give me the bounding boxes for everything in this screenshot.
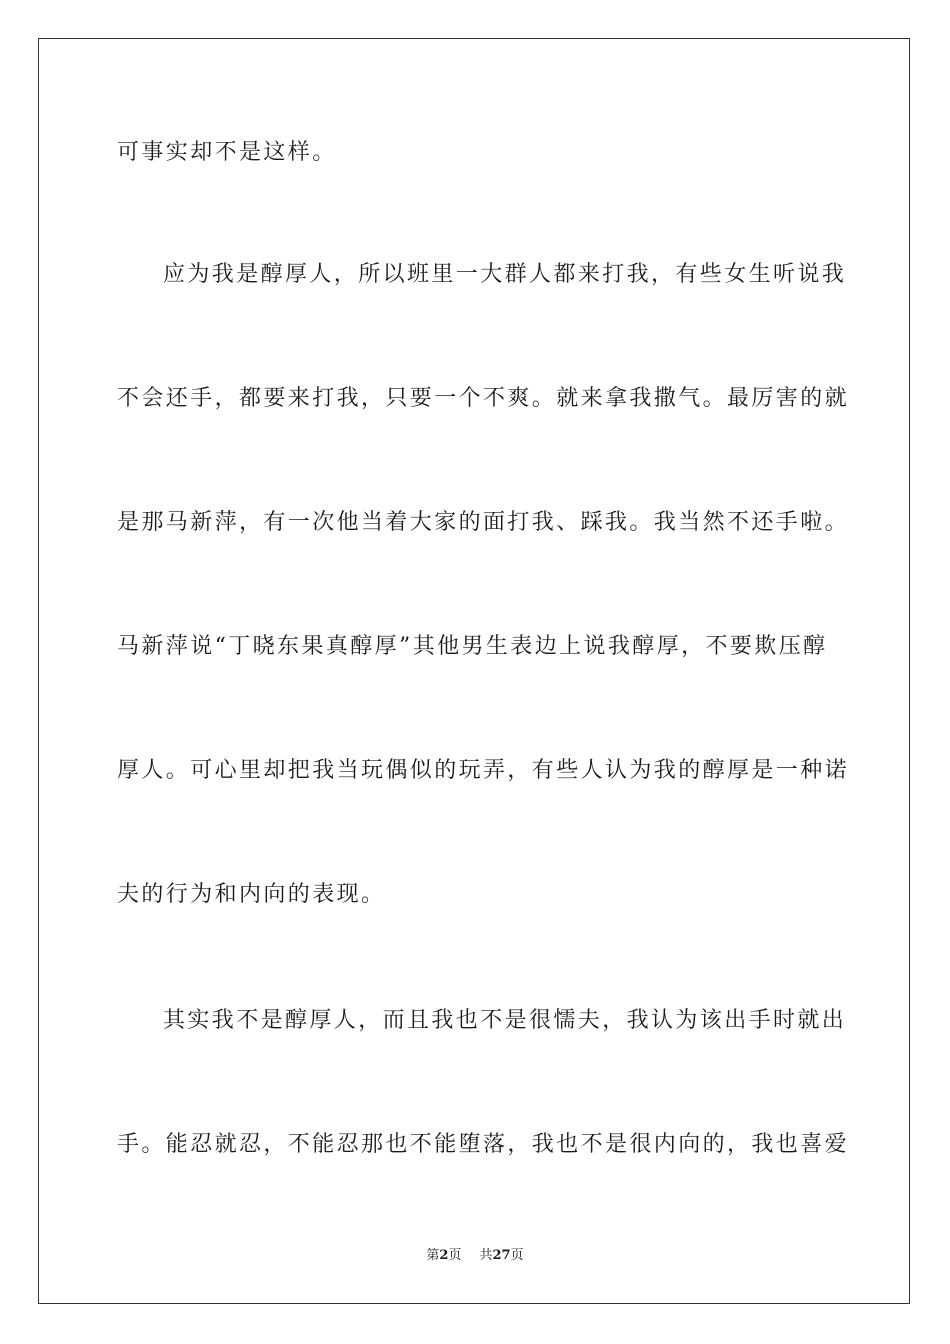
total-label-prefix: 共	[479, 1248, 493, 1263]
text-line: 可事实却不是这样。	[117, 140, 337, 165]
current-page-number: 2	[439, 1248, 449, 1263]
paragraph-start-line: 应为我是醇厚人，所以班里一大群人都来打我，有些女生听说我	[163, 262, 847, 287]
total-label-suffix: 页	[510, 1248, 524, 1263]
total-page-count: 27	[492, 1248, 511, 1263]
text-line: 厚人。可心里却把我当玩偶似的玩弄，有些人认为我的醇厚是一种诺	[117, 758, 850, 783]
paragraph-start-line: 其实我不是醇厚人，而且我也不是很懦夫，我认为该出手时就出	[163, 1008, 847, 1033]
text-line: 马新萍说“丁晓东果真醇厚”其他男生表边上说我醇厚，不要欺压醇	[117, 634, 828, 659]
text-line: 是那马新萍，有一次他当着大家的面打我、踩我。我当然不还手啦。	[117, 510, 850, 535]
page-label-suffix: 页	[448, 1248, 462, 1263]
text-line: 夫的行为和内向的表现。	[117, 882, 386, 907]
text-line: 不会还手，都要来打我，只要一个不爽。就来拿我撒气。最厉害的就	[117, 386, 850, 411]
page-footer	[0, 1246, 950, 1266]
page-label-prefix: 第	[426, 1248, 440, 1263]
page-border	[38, 38, 910, 1304]
text-line: 手。能忍就忍，不能忍那也不能堕落，我也不是很内向的，我也喜爱	[117, 1132, 850, 1157]
